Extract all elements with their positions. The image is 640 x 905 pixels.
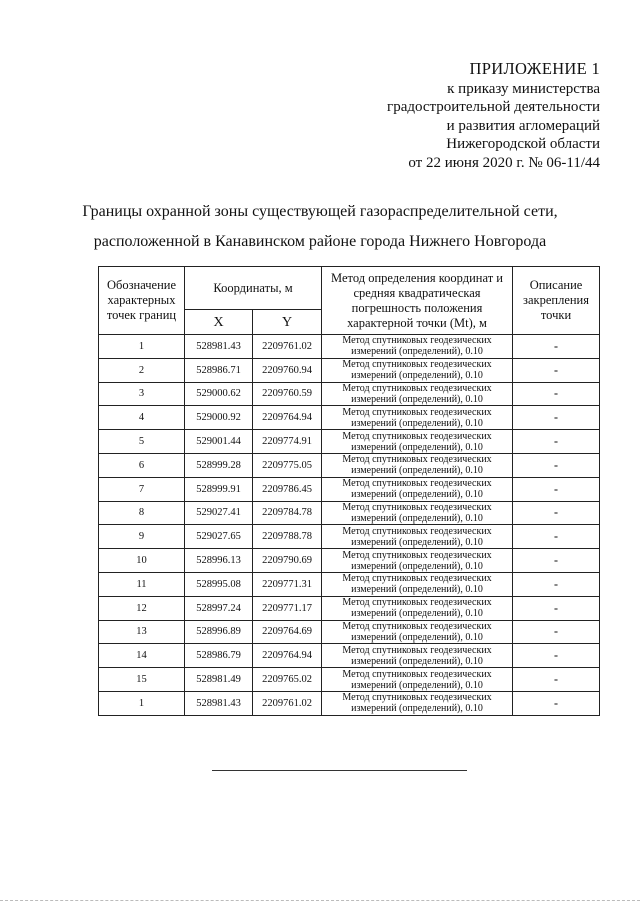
method-cell: Метод спутниковых геодезических измерений (определений), 0.10 (322, 501, 513, 525)
table-row (99, 358, 600, 382)
desc-cell: - (513, 525, 600, 549)
y-cell: 2209786.45 (253, 477, 322, 501)
y-cell: 2209788.78 (253, 525, 322, 549)
table-row (99, 453, 600, 477)
x-cell: 529000.92 (185, 406, 253, 430)
y-cell: 2209775.05 (253, 453, 322, 477)
x-cell: 529000.62 (185, 382, 253, 406)
point-cell: 1 (99, 691, 185, 715)
desc-cell: - (513, 644, 600, 668)
table-row (99, 596, 600, 620)
method-cell: Метод спутниковых геодезических измерений (определений), 0.10 (322, 525, 513, 549)
desc-cell: - (513, 572, 600, 596)
table-row (99, 525, 600, 549)
x-cell: 529027.65 (185, 525, 253, 549)
title-line-2: расположенной в Канавинском районе города Нижнего Новгорода (93, 233, 547, 250)
table-row (99, 335, 600, 359)
y-cell: 2209764.94 (253, 644, 322, 668)
point-cell: 9 (99, 525, 185, 549)
method-cell: Метод спутниковых геодезических измерений (определений), 0.10 (322, 453, 513, 477)
x-cell: 529001.44 (185, 430, 253, 454)
desc-cell: - (513, 501, 600, 525)
point-cell: 4 (99, 406, 185, 430)
point-cell: 12 (99, 596, 185, 620)
method-cell: Метод спутниковых геодезических измерений (определений), 0.10 (322, 620, 513, 644)
x-cell: 528986.79 (185, 644, 253, 668)
point-cell: 7 (99, 477, 185, 501)
method-cell: Метод спутниковых геодезических измерений (определений), 0.10 (322, 644, 513, 668)
appendix-block (387, 60, 600, 173)
point-cell: 14 (99, 644, 185, 668)
header-point: Обозначение характерных точек границ (99, 267, 185, 335)
desc-cell: - (513, 430, 600, 454)
table-row (99, 668, 600, 692)
y-cell: 2209764.94 (253, 406, 322, 430)
method-cell: Метод спутниковых геодезических измерений (определений), 0.10 (322, 596, 513, 620)
appendix-line: Нижегородской области (446, 136, 600, 153)
appendix-line: от 22 июня 2020 г. № 06-11/44 (408, 154, 600, 171)
header-y: Y (253, 310, 322, 335)
method-cell: Метод спутниковых геодезических измерений (определений), 0.10 (322, 572, 513, 596)
footer-divider (212, 770, 467, 771)
point-cell: 10 (99, 549, 185, 573)
y-cell: 2209761.02 (253, 335, 322, 359)
desc-cell: - (513, 358, 600, 382)
header-x: X (185, 310, 253, 335)
table-row (99, 620, 600, 644)
x-cell: 528999.91 (185, 477, 253, 501)
table-row (99, 549, 600, 573)
x-cell: 529027.41 (185, 501, 253, 525)
appendix-line: градостроительной деятельности (387, 99, 600, 116)
desc-cell: - (513, 620, 600, 644)
desc-cell: - (513, 596, 600, 620)
y-cell: 2209771.31 (253, 572, 322, 596)
desc-cell: - (513, 382, 600, 406)
y-cell: 2209774.91 (253, 430, 322, 454)
method-cell: Метод спутниковых геодезических измерений (определений), 0.10 (322, 477, 513, 501)
coordinates-table (98, 266, 600, 716)
title-line-1: Границы охранной зоны существующей газораспределительной сети, (82, 203, 558, 220)
method-cell: Метод спутниковых геодезических измерений (определений), 0.10 (322, 549, 513, 573)
header-method: Метод определения координат и средняя квадратическая погрешность положения характерной точки (Mt), м (322, 267, 513, 335)
method-cell: Метод спутниковых геодезических измерений (определений), 0.10 (322, 382, 513, 406)
appendix-line: и развития агломераций (446, 117, 600, 134)
table-row (99, 477, 600, 501)
method-cell: Метод спутниковых геодезических измерений (определений), 0.10 (322, 335, 513, 359)
x-cell: 528995.08 (185, 572, 253, 596)
method-cell: Метод спутниковых геодезических измерений (определений), 0.10 (322, 430, 513, 454)
x-cell: 528981.43 (185, 335, 253, 359)
point-cell: 1 (99, 335, 185, 359)
method-cell: Метод спутниковых геодезических измерений (определений), 0.10 (322, 668, 513, 692)
x-cell: 528999.28 (185, 453, 253, 477)
point-cell: 5 (99, 430, 185, 454)
y-cell: 2209760.94 (253, 358, 322, 382)
y-cell: 2209760.59 (253, 382, 322, 406)
header-coords: Координаты, м (185, 267, 322, 310)
desc-cell: - (513, 335, 600, 359)
x-cell: 528996.13 (185, 549, 253, 573)
y-cell: 2209764.69 (253, 620, 322, 644)
point-cell: 15 (99, 668, 185, 692)
point-cell: 3 (99, 382, 185, 406)
scan-edge (0, 900, 640, 902)
desc-cell: - (513, 549, 600, 573)
x-cell: 528986.71 (185, 358, 253, 382)
method-cell: Метод спутниковых геодезических измерений (определений), 0.10 (322, 406, 513, 430)
point-cell: 8 (99, 501, 185, 525)
point-cell: 2 (99, 358, 185, 382)
desc-cell: - (513, 453, 600, 477)
document-title (0, 197, 640, 257)
table-row (99, 430, 600, 454)
appendix-heading: ПРИЛОЖЕНИЕ 1 (469, 59, 600, 78)
x-cell: 528981.49 (185, 668, 253, 692)
table-row (99, 691, 600, 715)
desc-cell: - (513, 668, 600, 692)
x-cell: 528997.24 (185, 596, 253, 620)
header-desc: Описание закрепления точки (513, 267, 600, 335)
desc-cell: - (513, 477, 600, 501)
method-cell: Метод спутниковых геодезических измерений (определений), 0.10 (322, 358, 513, 382)
y-cell: 2209765.02 (253, 668, 322, 692)
point-cell: 6 (99, 453, 185, 477)
table-row (99, 406, 600, 430)
point-cell: 11 (99, 572, 185, 596)
table-row (99, 572, 600, 596)
desc-cell: - (513, 691, 600, 715)
table-body (99, 335, 600, 716)
x-cell: 528981.43 (185, 691, 253, 715)
table-row (99, 501, 600, 525)
table-row (99, 644, 600, 668)
y-cell: 2209790.69 (253, 549, 322, 573)
y-cell: 2209771.17 (253, 596, 322, 620)
point-cell: 13 (99, 620, 185, 644)
appendix-line: к приказу министерства (447, 80, 600, 97)
table-row (99, 382, 600, 406)
y-cell: 2209784.78 (253, 501, 322, 525)
y-cell: 2209761.02 (253, 691, 322, 715)
method-cell: Метод спутниковых геодезических измерений (определений), 0.10 (322, 691, 513, 715)
x-cell: 528996.89 (185, 620, 253, 644)
desc-cell: - (513, 406, 600, 430)
